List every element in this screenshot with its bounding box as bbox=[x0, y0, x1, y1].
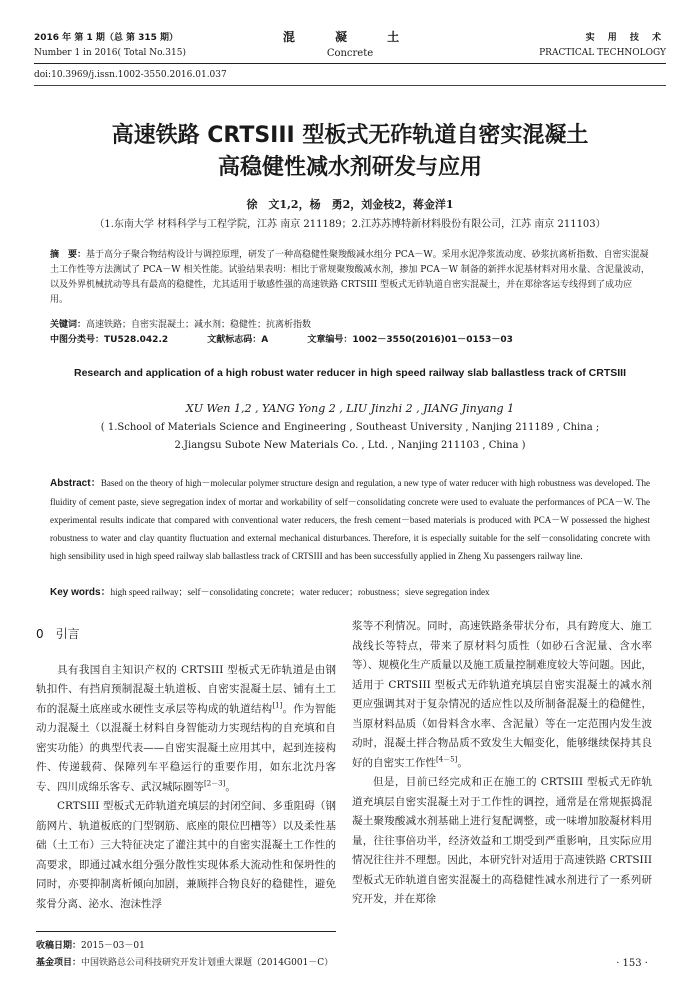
header-rule bbox=[34, 63, 666, 64]
document-code: 文献标志码：A bbox=[207, 335, 269, 345]
abstract-cn-label: 摘 要： bbox=[50, 250, 87, 260]
journal-name-cn: 混 凝 土 bbox=[282, 30, 418, 44]
running-header bbox=[34, 24, 666, 64]
page-number: · 153 · bbox=[616, 958, 648, 969]
doi-rule bbox=[34, 85, 666, 86]
paragraph-1-text-a: 具有我国自主知识产权的 CRTSIII 型板式无砟轨道是由钢轨扣件、有挡肩预制混凝土轨道板、自密实混凝土层、铺有土工布的混凝土底座或水硬性支承层等构成的轨道结构 bbox=[36, 663, 336, 715]
fund-label: 基金项目： bbox=[36, 958, 82, 968]
paragraph-3-text-a: 浆等不利情况。同时，高速铁路条带状分布，具有跨度大、施工战线长等特点，带来了原材料匀质性（如砂石含泥量、含水率等）、规模化生产质量以及施工质量控制难度较大等问题。因此，适用于 CRTSIII 型板式无砟轨道充填层自密实混凝土的减水剂更应强调其对于复杂情况的适应性以及所制备混凝土的稳健性，当原材料品质（如骨料含水率、含泥量）等在一定范围内发生波动时，混凝土拌合物品质不致发生大幅变化，能够继续保持其良好的自密实工作性 bbox=[352, 620, 652, 769]
section-heading: 0 引言 bbox=[36, 627, 80, 641]
issue-en: Number 1 in 2016( Total No.315) bbox=[34, 48, 186, 58]
body-column-left bbox=[36, 625, 336, 914]
clc-number: 中图分类号：TU528.042.2 bbox=[50, 335, 169, 345]
citation-1: [1] bbox=[272, 701, 283, 709]
paragraph-1-text-b: 。作为智能动力混凝土（以混凝土材料自身智能动力实现结构的自充填和自密实功能）的典型代表——自密实混凝土应用其中，起到连接构件、传递载荷、保障列车平稳运行的重要作用，如东北沈丹客专、四川成绵乐客专、武汉城际圈等 bbox=[36, 702, 336, 793]
affiliation-cn: （1.东南大学 材料科学与工程学院，江苏 南京 211189；2.江苏苏博特新材料股份有限公司，江苏 南京 211103） bbox=[94, 219, 606, 230]
paragraph-3-text-b: 。 bbox=[457, 756, 468, 769]
fund-text: 中国铁路总公司科技研究开发计划重大课题（2014G001－C） bbox=[81, 958, 334, 968]
keywords-en-text: high speed railway；self－consolidating concrete；water reducer；robustness；sieve segregation index bbox=[110, 587, 490, 597]
received-label: 收稿日期： bbox=[36, 941, 82, 951]
paragraph-1-text-c: 。 bbox=[225, 780, 236, 793]
abstract-cn-text: 基于高分子聚合物结构设计与调控原理，研发了一种高稳健性聚羧酸减水组分 PCA－W。采用水泥净浆流动度、砂浆抗离析指数、自密实混凝土工作性等方法测试了 PCA－W 相关性能。试验结果表明：相比于常规聚羧酸减水剂，掺加 PCA－W 制备的新拌水泥基材料对用水量、含泥量波动，以及外界机械扰动等具有最高的稳健性，尤其适用于敏感性强的高速铁路 CRTSIII 型板式无砟轨道自密实混凝土，并在郑徐客运专线得到了成功应用。 bbox=[50, 250, 650, 305]
doi: doi:10.3969/j.issn.1002-3550.2016.01.037 bbox=[34, 70, 227, 80]
column-en: PRACTICAL TECHNOLOGY bbox=[539, 48, 666, 58]
keywords-cn-text: 高速铁路；自密实混凝土；减水剂；稳健性；抗离析指数 bbox=[86, 320, 312, 330]
keywords-en bbox=[50, 583, 650, 598]
citation-3: [4－5] bbox=[436, 755, 458, 763]
affiliation-en-2: 2.Jiangsu Subote New Materials Co. , Ltd. , Nanjing 211103 , China ) bbox=[174, 440, 526, 451]
title-cn-line1: 高速铁路 CRTSIII 型板式无砟轨道自密实混凝土 bbox=[111, 123, 589, 148]
affiliation-en-1: ( 1.School of Materials Science and Engineering , Southeast University , Nanjing 211189 , China ; bbox=[100, 422, 600, 433]
issue-cn: 2016 年 第 1 期（总 第 315 期） bbox=[34, 33, 179, 43]
abstract-en-label: Abstract： bbox=[50, 478, 101, 489]
keywords-en-label: Key words： bbox=[50, 587, 111, 598]
body-column-right bbox=[352, 617, 652, 910]
authors-cn: 徐 文1,2，杨 勇2，刘金枝2，蒋金洋1 bbox=[246, 198, 454, 211]
column-cn: 实 用 技 术 bbox=[585, 33, 666, 43]
paragraph-2: CRTSIII 型板式无砟轨道充填层的封闭空间、多重阻碍（钢筋网片、轨道板底的门型钢筋、底座的限位凹槽等）以及柔性基础（土工布）三大特征决定了灌注其中的自密实混凝土工作性的高要求，即通过减水组分强分散性实现体系大流动性和保坍性的同时，亦要抑制离析倾向加剧，兼顾拌合物良好的稳健性，避免浆骨分离、泌水、泡沫性浮 bbox=[36, 800, 336, 910]
classification-meta bbox=[50, 332, 650, 345]
title-en: Research and application of a high robust water reducer in high speed railway slab ballastless track of CRTSIII bbox=[74, 367, 626, 379]
authors-en: XU Wen 1,2 , YANG Yong 2 , LIU Jinzhi 2 , JIANG Jinyang 1 bbox=[185, 402, 515, 415]
abstract-cn bbox=[50, 248, 650, 308]
footnote-fund bbox=[36, 955, 333, 968]
abstract-en bbox=[50, 474, 650, 565]
article-number: 文章编号：1002－3550(2016)01－0153－03 bbox=[307, 335, 513, 345]
footnote-rule bbox=[36, 931, 336, 932]
paragraph-1 bbox=[36, 661, 336, 798]
paragraph-4: 但是，目前已经完成和正在施工的 CRTSIII 型板式无砟轨道充填层自密实混凝土对于工作性的调控，通常是在常规振捣混凝土聚羧酸减水剂基础上进行复配调整，或一味增加胶凝材料用量，往往事倍功半，经济效益和工期受到严重影响，且实际应用情况往往并不理想。因此，本研究针对适用于高速铁路 CRTSIII 型板式无砟轨道自密实混凝土的高稳健性减水剂进行了一系列研究开发，并在郑徐 bbox=[352, 776, 652, 905]
title-cn-line2: 高稳健性减水剂研发与应用 bbox=[217, 155, 482, 180]
footnote-received bbox=[36, 938, 145, 951]
abstract-en-text: Based on the theory of high－molecular polymer structure design and regulation, a new type of water reducer with high robustness was developed. The fluidity of cement paste, sieve segregation index of mortar and workability of self－consolidating concrete were used to evaluate the performances of PCA－W. The experimental results indicate that compared with conventional water reducers, the fresh cement－based materials is produced with PCA－W possessed the highest robustness to water and clay quantity fluctuation and external mechanical disturbances. Therefore, it is especially suitable for the self－consolidating concrete with high sensibility used in high speed railway slab ballastless track of CRTSIII and has been successfully applied in Zheng Xu passengers railway line. bbox=[50, 478, 650, 561]
journal-name-en: Concrete bbox=[326, 48, 374, 59]
citation-2: [2－3] bbox=[204, 779, 226, 787]
paragraph-3 bbox=[352, 617, 652, 773]
keywords-cn bbox=[50, 317, 650, 330]
keywords-cn-label: 关键词： bbox=[50, 320, 87, 330]
received-date: 2015－03－01 bbox=[81, 941, 145, 951]
